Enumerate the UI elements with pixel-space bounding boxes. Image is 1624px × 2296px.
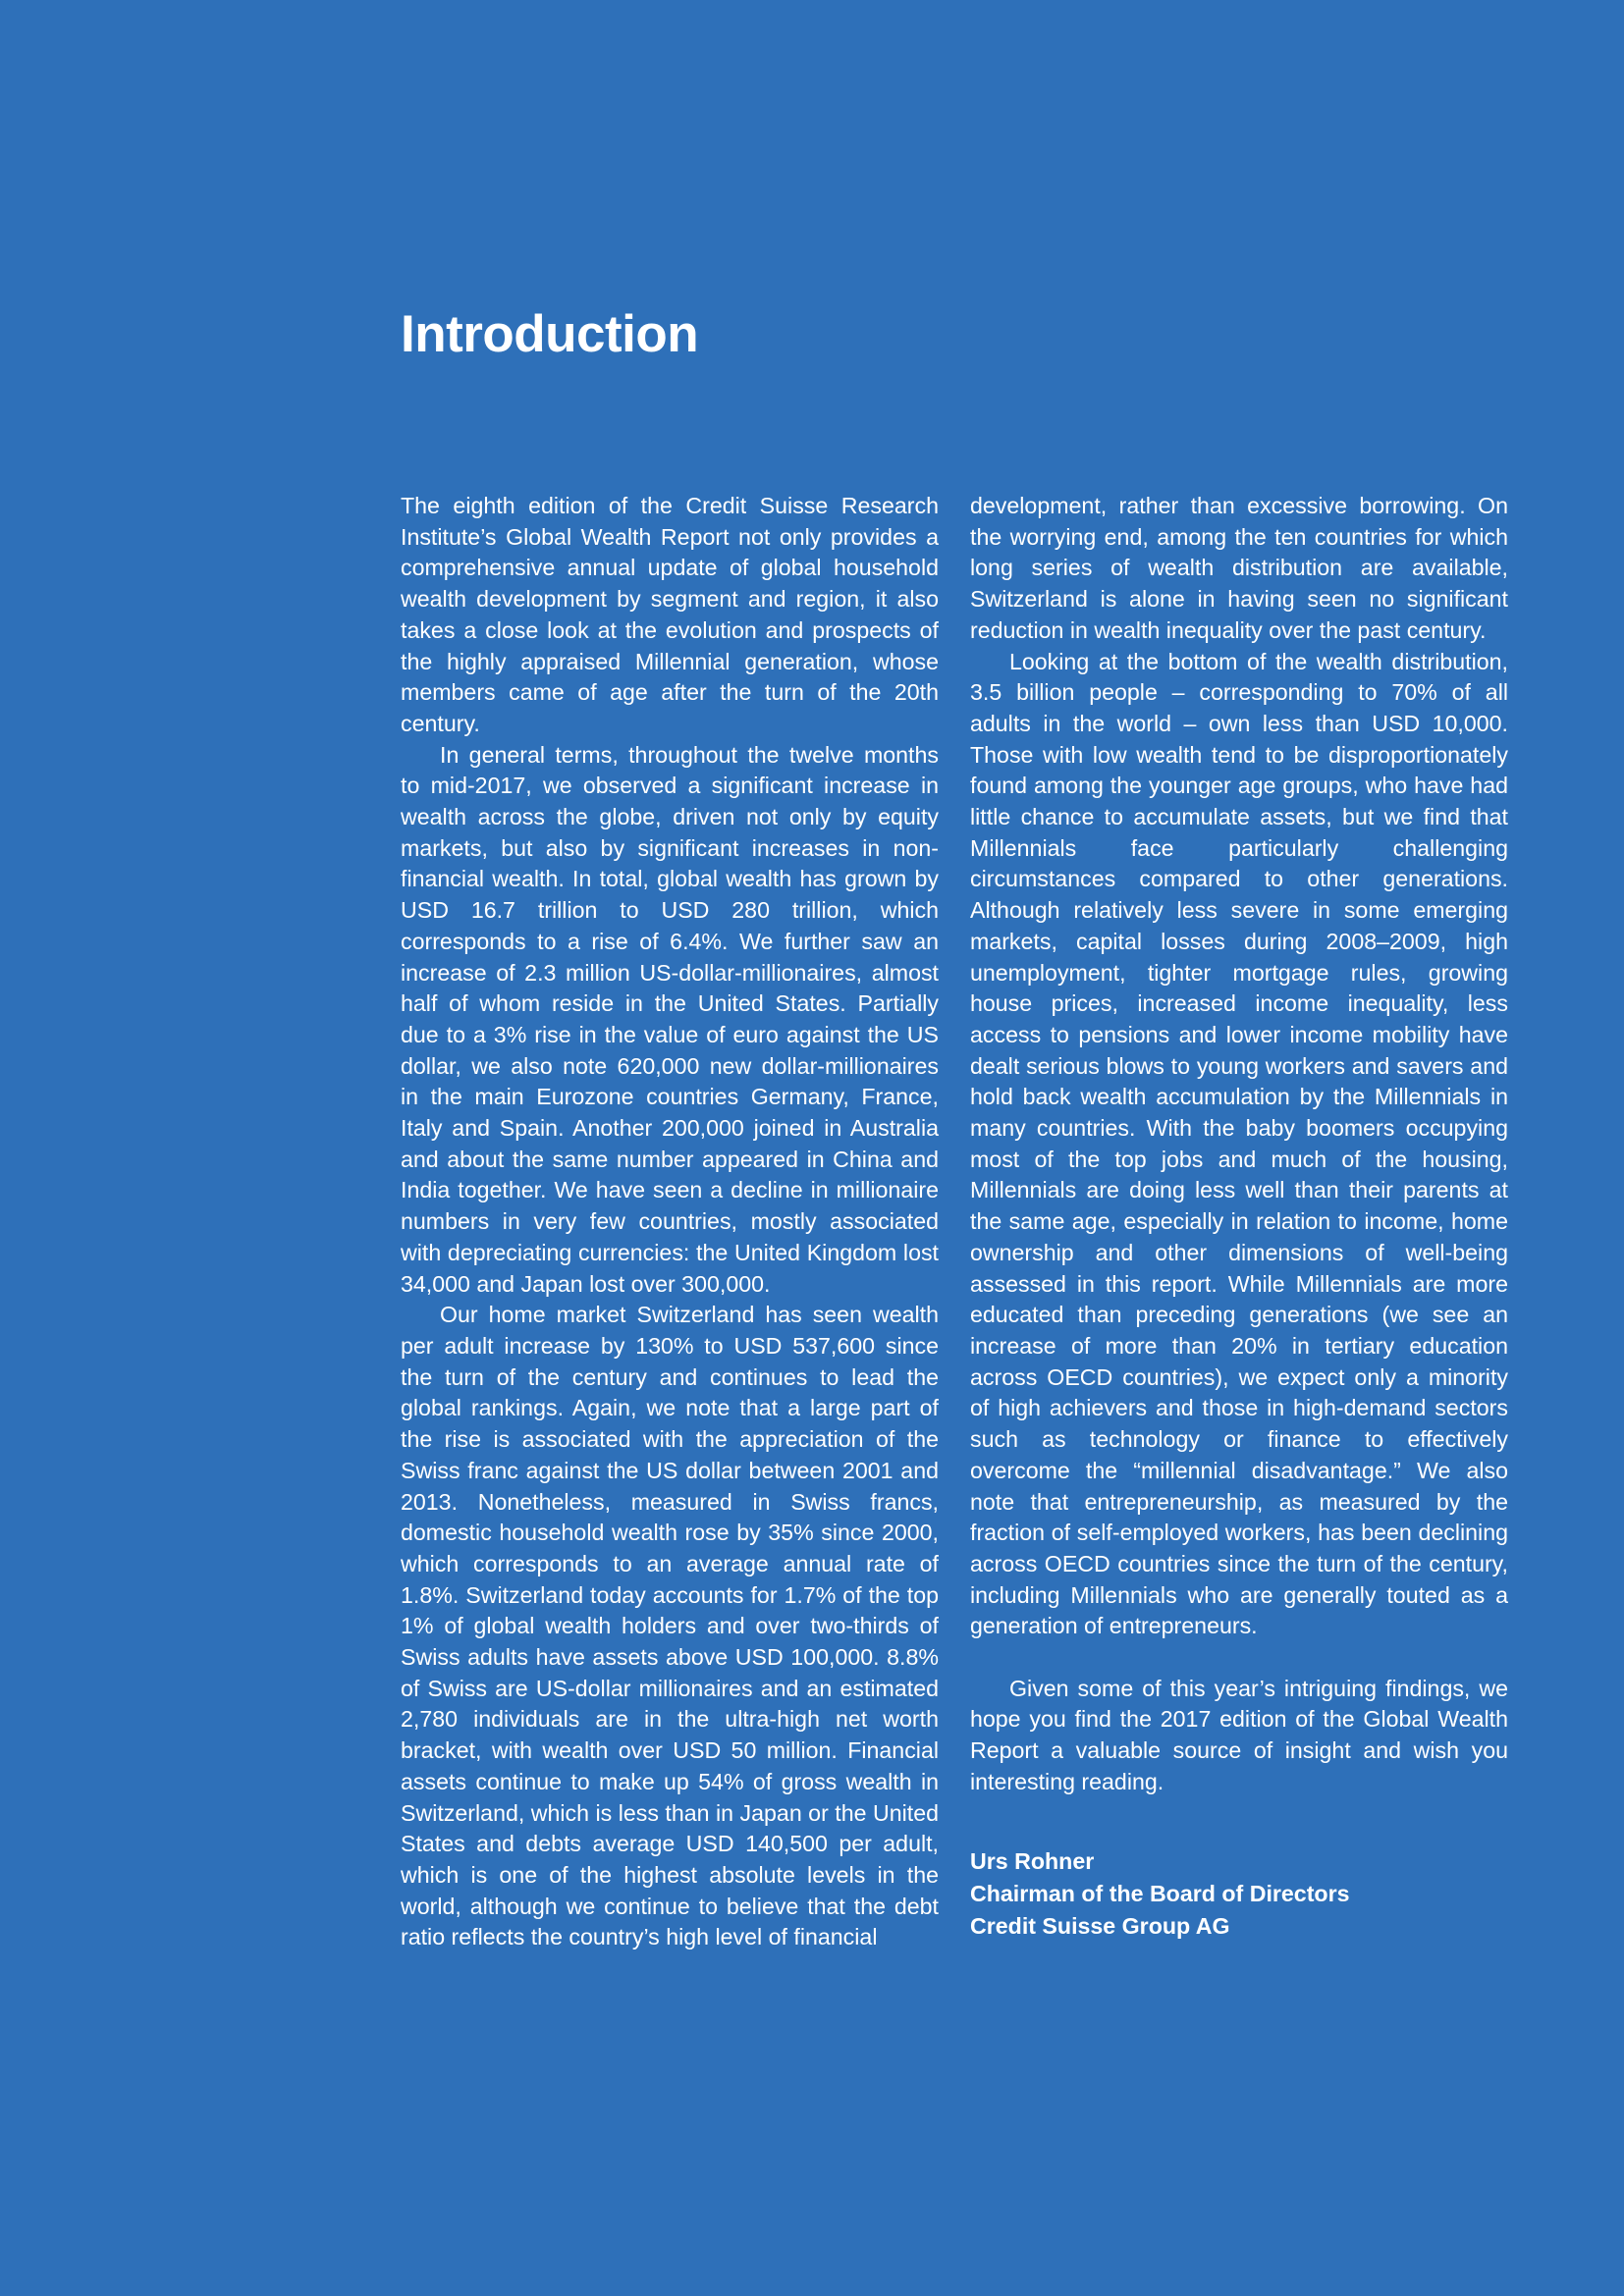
paragraph-global-wealth: In general terms, throughout the twelve months to mid-2017, we observed a significant increase in wealth across the globe, driven not only by equity markets, but also by significant increases in non-financial wealth. In total, global wealth has grown by USD 16.7 trillion to USD 280 trillion, which corresponds to a rise of 6.4%. We further saw an increase of 2.3 million US-dollar-millionaires, almost half of whom reside in the United States. Partially due to a 3% rise in the value of euro against the US dollar, we also note 620,000 new dollar-millionaires in the main Eurozone countries Germany, France, Italy and Spain. Another 200,000 joined in Australia and about the same number appeared in China and India together. We have seen a decline in millionaire numbers in very few countries, mostly associated with depreciating currencies: the United Kingdom lost 34,000 and Japan lost over 300,000. [401, 741, 939, 1297]
right-column [970, 491, 1508, 1943]
paragraph-switzerland-continued: development, rather than excessive borrowing. On the worrying end, among the ten countries for which long series of wealth distribution are available, Switzerland is alone in having seen no significant reduction in wealth inequality over the past century. [970, 493, 1508, 643]
signature-name: Urs Rohner [970, 1847, 1095, 1874]
signature-role: Chairman of the Board of Directors [970, 1880, 1350, 1906]
paragraph-intro: The eighth edition of the Credit Suisse Research Institute’s Global Wealth Report not only provides a comprehensive annual update of global household wealth development by segment and region, it also takes a close look at the evolution and prospects of the highly appraised Millennial generation, whose members came of age after the turn of the 20th century. [401, 493, 939, 736]
paragraph-switzerland: Our home market Switzerland has seen wealth per adult increase by 130% to USD 537,600 since the turn of the century and continues to lead the global rankings. Again, we note that a large part of the rise is associated with the appreciation of the Swiss franc against the US dollar between 2001 and 2013. Nonetheless, measured in Swiss francs, domestic household wealth rose by 35% since 2000, which corresponds to an average annual rate of 1.8%. Switzerland today accounts for 1.7% of the top 1% of global wealth holders and over two-thirds of Swiss adults have assets above USD 100,000. 8.8% of Swiss are US-dollar millionaires and an estimated 2,780 individuals are in the ultra-high net worth bracket, with wealth over USD 50 million. Financial assets continue to make up 54% of gross wealth in Switzerland, which is less than in Japan or the United States and debts average USD 140,500 per adult, which is one of the highest absolute levels in the world, although we continue to believe that the debt ratio reflects the country’s high level of financial [401, 1302, 939, 1950]
paragraph-closing: Given some of this year’s intriguing findings, we hope you find the 2017 edition of the Global Wealth Report a valuable source of insight and wish you interesting reading. [970, 1675, 1508, 1794]
left-column [401, 491, 939, 1953]
signature-company: Credit Suisse Group AG [970, 1912, 1230, 1939]
paragraph-millennials: Looking at the bottom of the wealth distribution, 3.5 billion people – corresponding to 70% of all adults in the world – own less than USD 10,000. Those with low wealth tend to be disproportionately found among the younger age groups, who have had little chance to accumulate assets, but we find that Millennials face particularly challenging circumstances compared to other generations. Although relatively less severe in some emerging markets, capital losses during 2008–2009, high unemployment, tighter mortgage rules, growing house prices, increased income inequality, less access to pensions and lower income mobility have dealt serious blows to young workers and savers and hold back wealth accumulation by the Millennials in many countries. With the baby boomers occupying most of the top jobs and much of the housing, Millennials are doing less well than their parents at the same age, especially in relation to income, home ownership and other dimensions of well-being assessed in this report. While Millennials are more educated than preceding generations (we see an increase of more than 20% in tertiary education across OECD countries), we expect only a minority of high achievers and those in high-demand sectors such as technology or finance to effectively overcome the “millennial disadvantage.” We also note that entrepreneurship, as measured by the fraction of self-employed workers, has been declining across OECD countries since the turn of the century, including Millennials who are generally touted as a generation of entrepreneurs. [970, 648, 1508, 1639]
signature-block [970, 1845, 1508, 1943]
page-title: Introduction [401, 305, 699, 363]
